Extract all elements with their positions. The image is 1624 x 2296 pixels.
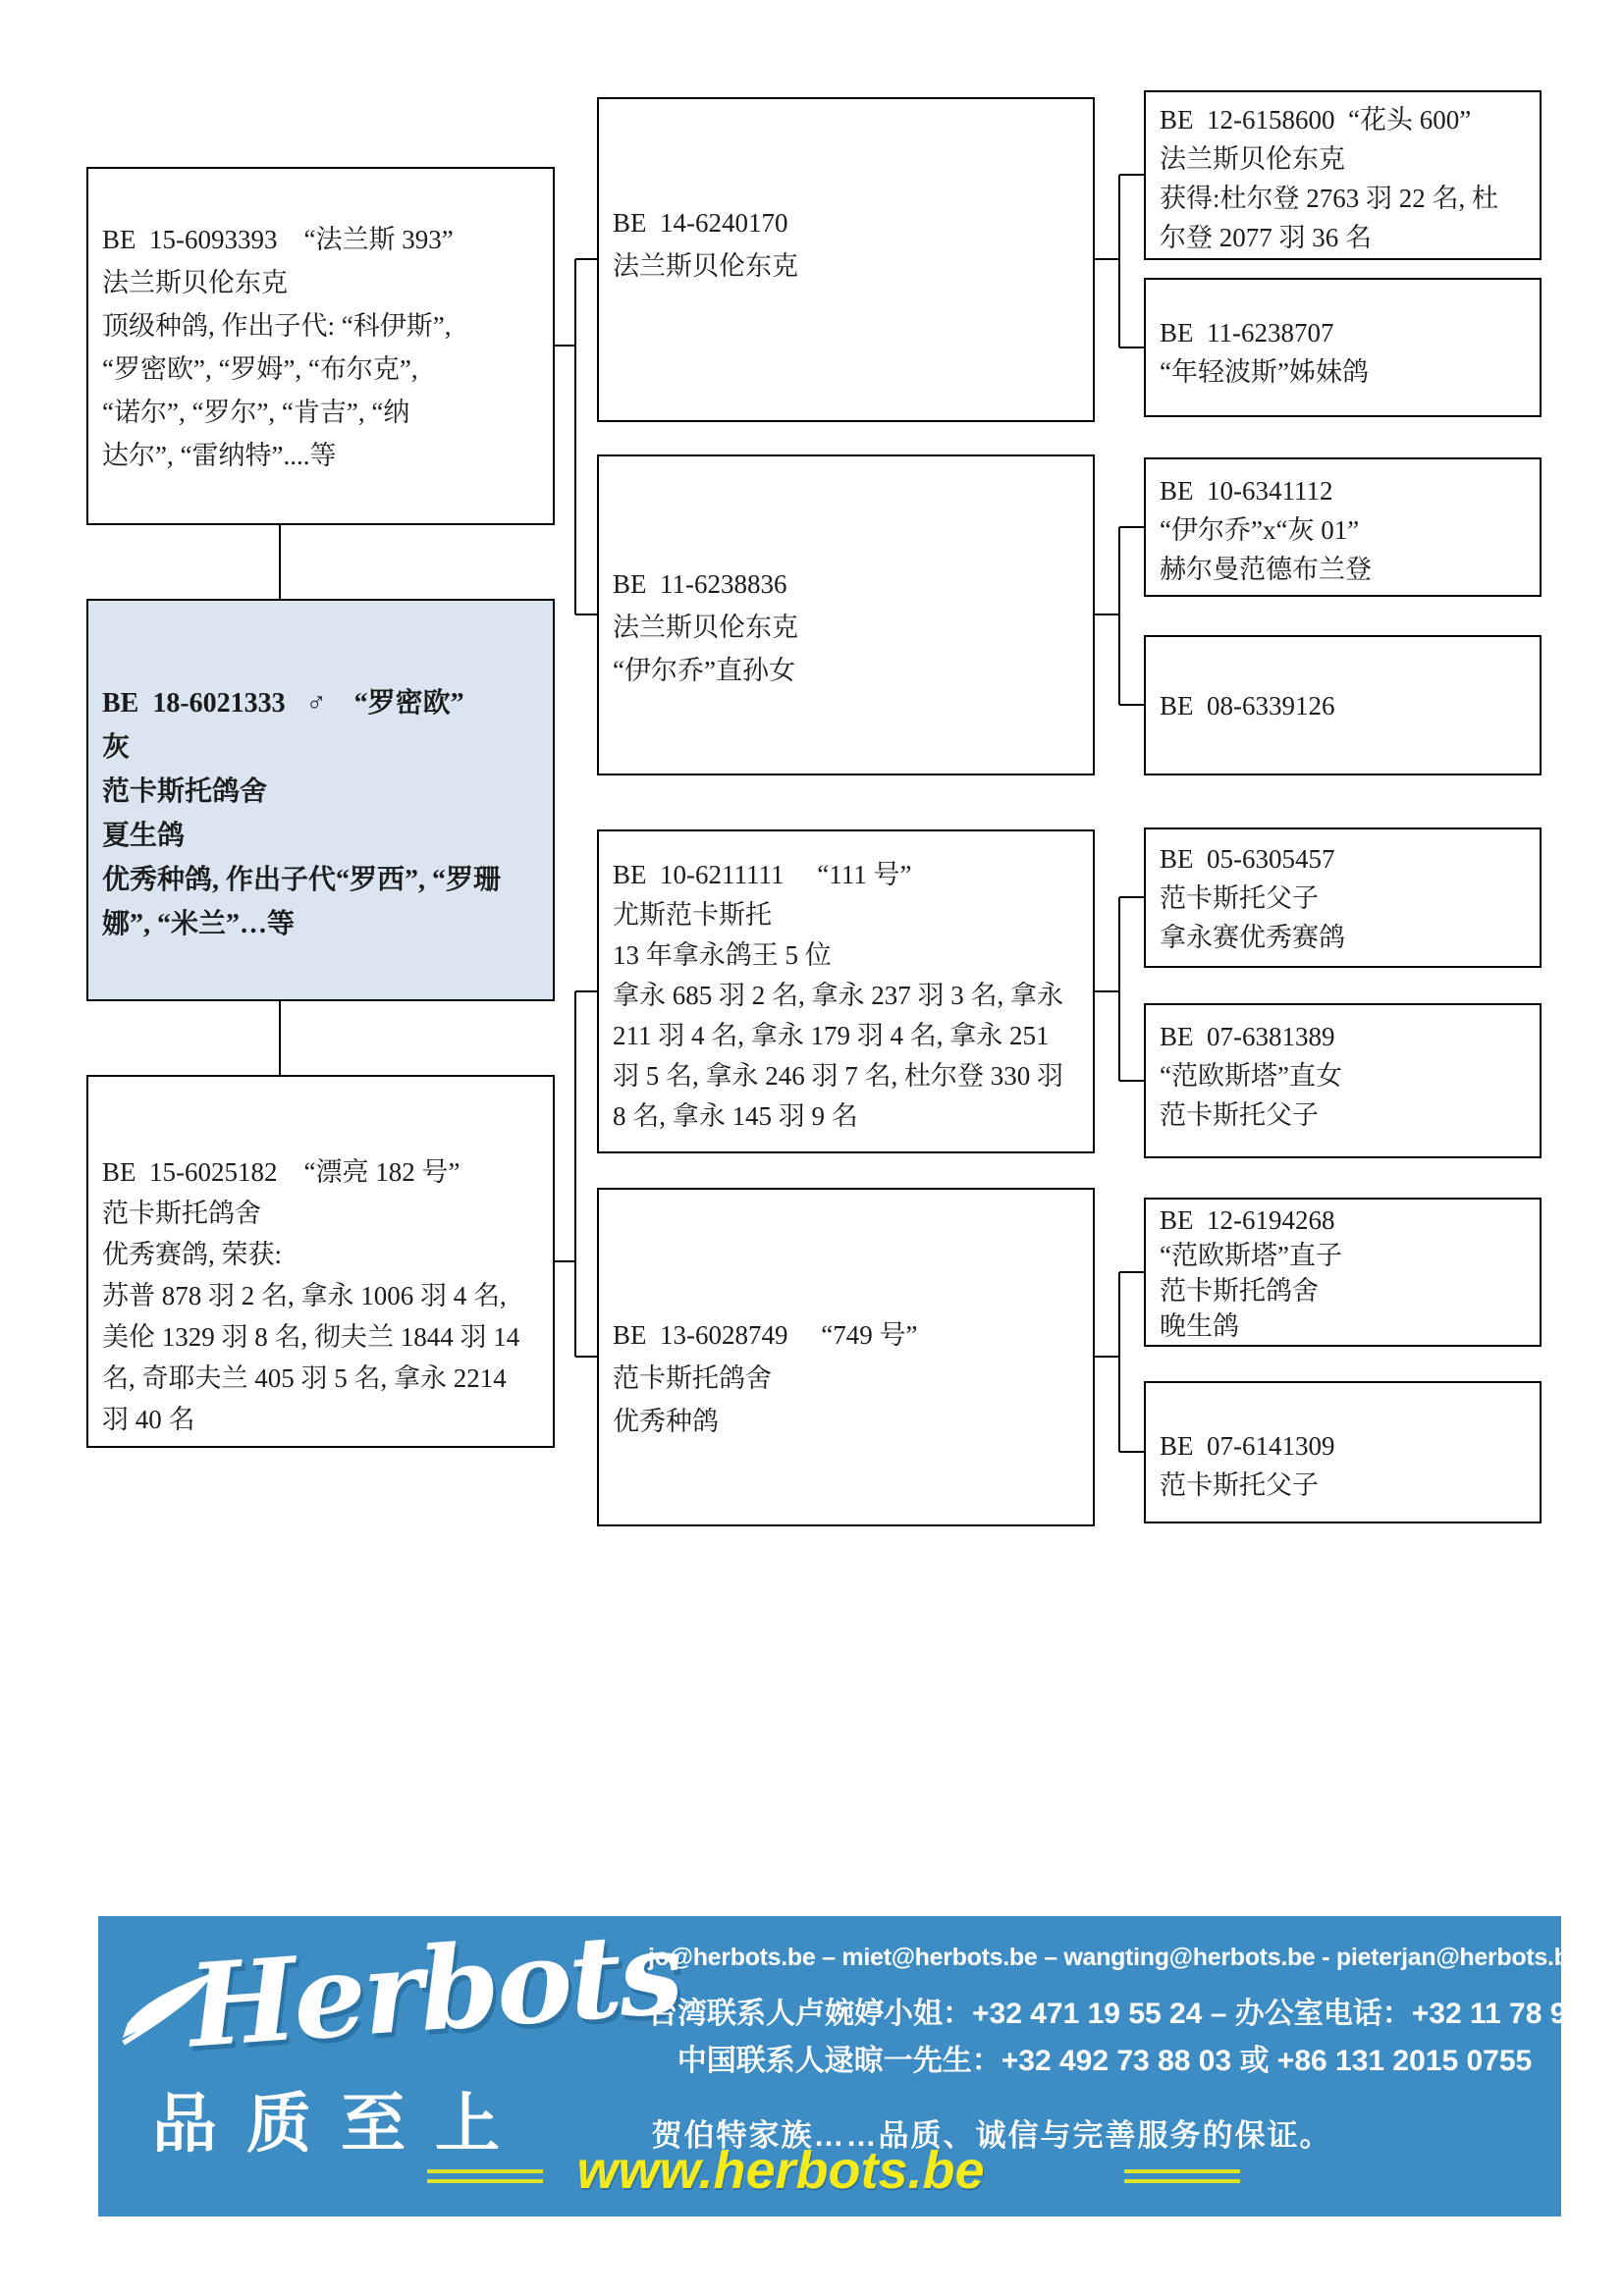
text-line: 夏生鸽 (102, 821, 186, 851)
paternal-grandsire-box (597, 97, 1095, 422)
text-line: 赫尔曼范德布兰登 (1160, 555, 1372, 584)
great-grandparent-box-8 (1144, 1381, 1542, 1523)
maternal-granddam-box (597, 1188, 1095, 1526)
footer-banner (98, 1905, 1624, 2216)
text-line: 范卡斯托父子 (1160, 883, 1319, 913)
great-grandparent-box-7 (1144, 1198, 1542, 1347)
paternal-granddam-box (597, 454, 1095, 775)
website-url: www.herbots.be (576, 2141, 985, 2200)
text-line: “伊尔乔”x“灰 01” (1160, 515, 1360, 545)
dam-box (86, 1075, 555, 1448)
text-line: 羽 40 名 (102, 1405, 195, 1434)
text-line: 拿永赛优秀赛鸽 (1160, 923, 1345, 952)
maternal-grandsire-box (597, 829, 1095, 1153)
text-line: BE 15-6025182 “漂亮 182 号” (102, 1157, 460, 1187)
contact-china: 中国联系人逯晾一先生：+32 492 73 88 03 或 +86 131 2015 0755 (677, 2045, 1533, 2077)
text-line: BE 12-6158600 “花头 600” (1160, 105, 1472, 134)
great-grandparent-box-5 (1144, 828, 1542, 968)
text-line: 13 年拿永鸽王 5 位 (613, 940, 832, 970)
great-grandparent-box-6 (1144, 1003, 1542, 1158)
text-line: “伊尔乔”直孙女 (613, 656, 795, 685)
text-line: 顶级种鸽, 作出子代: “科伊斯”, (102, 311, 452, 341)
text-line: 211 羽 4 名, 拿永 179 羽 4 名, 拿永 251 (613, 1021, 1050, 1050)
text-line: 范卡斯托父子 (1160, 1100, 1319, 1130)
text-line: 尔登 2077 羽 36 名 (1160, 223, 1372, 252)
text-line: 优秀种鸽, 作出子代“罗西”, “罗珊 (102, 865, 502, 895)
text-line: 法兰斯贝伦东克 (613, 613, 798, 642)
text-line: 优秀赛鸽, 荣获: (102, 1240, 283, 1269)
text-line: “罗密欧”, “罗姆”, “布尔克”, (102, 354, 418, 384)
text-line: BE 14-6240170 (613, 208, 788, 238)
text-line: 获得:杜尔登 2763 羽 22 名, 杜 (1160, 184, 1499, 213)
great-grandparent-box-4 (1144, 635, 1542, 775)
text-line: BE 07-6141309 (1160, 1431, 1335, 1461)
text-line: 法兰斯贝伦东克 (1160, 144, 1345, 174)
text-line: BE 13-6028749 “749 号” (613, 1320, 918, 1350)
text-line: “诺尔”, “罗尔”, “肯吉”, “纳 (102, 398, 410, 427)
text-line: BE 08-6339126 (1160, 691, 1335, 721)
contact-emails: jo@herbots.be – miet@herbots.be – wangting@herbots.be - pieterjan@herbots.be (648, 1944, 1583, 1971)
contact-taiwan: 台湾联系人卢婉婷小姐：+32 471 19 55 24 – 办公室电话：+32 11 78 91 90 (648, 1998, 1624, 2030)
text-line: 达尔”, “雷纳特”....等 (102, 441, 337, 470)
text-line: 优秀种鸽 (613, 1407, 719, 1436)
text-line: 羽 5 名, 拿永 246 羽 7 名, 杜尔登 330 羽 (613, 1061, 1063, 1091)
brand-tagline: 贺伯特家族……品质、诚信与完善服务的保证。 (651, 2118, 1332, 2153)
text-line: BE 18-6021333 ♂ “罗密欧” (102, 688, 464, 719)
text-line: BE 07-6381389 (1160, 1022, 1335, 1051)
text-line: 灰 (102, 732, 131, 763)
text-line: BE 12-6194268 (1160, 1205, 1335, 1235)
text-line: 名, 奇耶夫兰 405 羽 5 名, 拿永 2214 (102, 1363, 507, 1393)
text-line: BE 05-6305457 (1160, 844, 1335, 874)
text-line: BE 11-6238836 (613, 569, 787, 599)
text-line: BE 15-6093393 “法兰斯 393” (102, 225, 454, 254)
text-line: “范欧斯塔”直女 (1160, 1061, 1342, 1091)
text-line: 范卡斯托父子 (1160, 1470, 1319, 1500)
text-line: 拿永 685 羽 2 名, 拿永 237 羽 3 名, 拿永 (613, 981, 1063, 1010)
sire-box (86, 167, 555, 525)
great-grandparent-box-1 (1144, 90, 1542, 260)
text-line: BE 10-6211111 “111 号” (613, 860, 912, 889)
great-grandparent-box-2 (1144, 278, 1542, 417)
brand-logo: Herbots (184, 1905, 684, 2074)
text-line: 美伦 1329 羽 8 名, 彻夫兰 1844 羽 14 (102, 1322, 520, 1352)
text-line: BE 10-6341112 (1160, 476, 1333, 506)
text-line: 范卡斯托鸽舍 (613, 1363, 772, 1393)
text-line: “年轻波斯”姊妹鸽 (1160, 357, 1369, 387)
text-line: 娜”, “米兰”…等 (102, 909, 296, 939)
text-line: 晚生鸽 (1160, 1311, 1239, 1341)
great-grandparent-box-3 (1144, 457, 1542, 597)
text-line: “范欧斯塔”直子 (1160, 1241, 1342, 1270)
text-line: BE 11-6238707 (1160, 318, 1334, 347)
text-line: 尤斯范卡斯托 (613, 900, 772, 930)
brand-slogan: 品质至上 (152, 2089, 529, 2161)
subject-box (86, 599, 555, 1001)
text-line: 法兰斯贝伦东克 (613, 251, 798, 281)
text-line: 8 名, 拿永 145 羽 9 名 (613, 1101, 858, 1131)
decor-lines-right (1124, 2169, 1240, 2183)
text-line: 苏普 878 羽 2 名, 拿永 1006 羽 4 名, (102, 1281, 507, 1310)
text-line: 范卡斯托鸽舍 (102, 1199, 261, 1228)
text-line: 范卡斯托鸽舍 (102, 776, 268, 807)
text-line: 范卡斯托鸽舍 (1160, 1276, 1319, 1306)
text-line: 法兰斯贝伦东克 (102, 268, 288, 297)
